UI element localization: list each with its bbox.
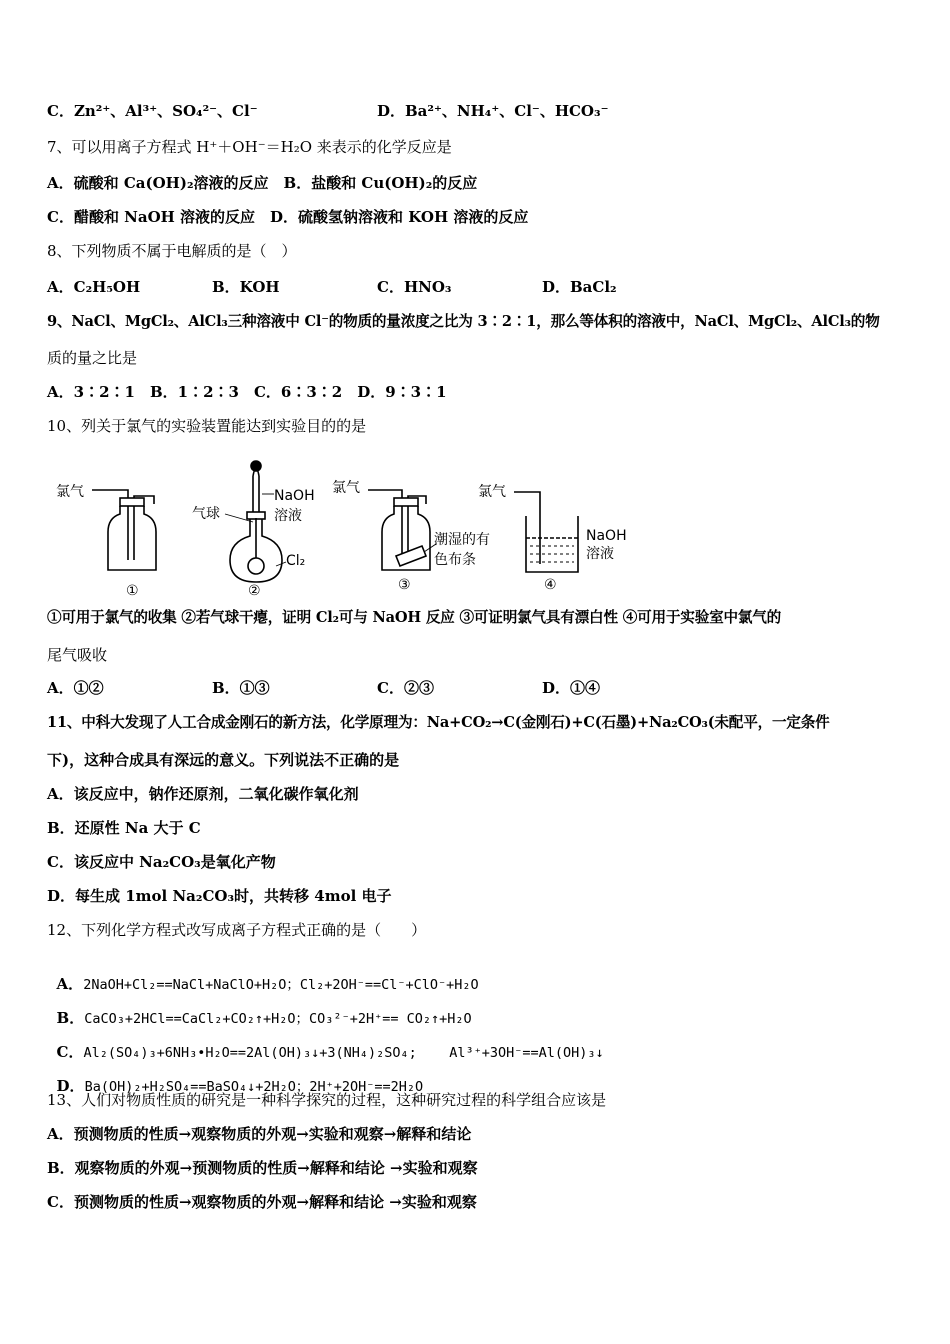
chlorine-apparatus-figure — [50, 452, 650, 602]
q7-options-cd: C．醋酸和 NaOH 溶液的反应 D．硫酸氢钠溶液和 KOH 溶液的反应 — [47, 208, 529, 226]
q13-stem: 13、人们对物质性质的研究是一种科学探究的过程，这种研究过程的科学组合应该是 — [47, 1091, 607, 1109]
q13-option-c: C．预测物质的性质→观察物质的外观→解释和结论 →实验和观察 — [47, 1193, 477, 1211]
q11-option-d: D．每生成 1mol Na₂CO₃时，共转移 4mol 电子 — [47, 887, 392, 905]
q10-option-b: B．①③ — [212, 679, 270, 697]
q12-option-b-label: B． — [56, 1009, 85, 1027]
q12-option-a-text: 2NaOH+Cl₂==NaCl+NaClO+H₂O；Cl₂+2OH⁻==Cl⁻+ClO⁻+H₂O — [83, 977, 479, 993]
apparatus-1-number: ① — [126, 583, 139, 599]
apparatus-3-cloth-label-1: 潮湿的有 — [434, 532, 490, 548]
q8-stem: 8、下列物质不属于电解质的是（ ） — [47, 242, 297, 260]
apparatus-4-tube — [514, 492, 540, 564]
q11-option-b: B．还原性 Na 大于 C — [47, 819, 201, 837]
q13-option-a: A．预测物质的性质→观察物质的外观→实验和观察→解释和结论 — [47, 1125, 472, 1143]
q11-stem-line1: 11、中科大发现了人工合成金刚石的新方法，化学原理为：Na+CO₂→C(金刚石)+C(石墨)+Na₂CO₃(未配平，一定条件 — [47, 714, 830, 731]
q12-option-c-label: C． — [56, 1043, 84, 1061]
apparatus-4-number: ④ — [544, 577, 557, 593]
apparatus-2-stopper — [247, 512, 265, 519]
apparatus-1-stopper — [120, 498, 144, 506]
q10-option-d: D．①④ — [542, 679, 601, 697]
q13-option-b: B．观察物质的外观→预测物质的性质→解释和结论 →实验和观察 — [47, 1159, 478, 1177]
apparatus-2-cl2-label: Cl₂ — [286, 553, 306, 569]
apparatus-3-cloth-label-2: 色布条 — [434, 552, 476, 568]
apparatus-4-naoh-label: NaOH — [586, 528, 627, 544]
q12-option-a-label: A． — [56, 975, 84, 993]
q12-option-c-text: Al₂(SO₄)₃+6NH₃•H₂O==2Al(OH)₃↓+3(NH₄)₂SO₄; Al³⁺+3OH⁻==Al(OH)₃↓ — [83, 1045, 604, 1061]
apparatus-2-balloon-label: 气球 — [192, 506, 220, 522]
q8-option-d: D．BaCl₂ — [542, 278, 617, 296]
q11-option-c: C．该反应中 Na₂CO₃是氧化产物 — [47, 853, 276, 871]
q12-option-d-label: D． — [56, 1077, 85, 1095]
q8-option-c: C．HNO₃ — [377, 278, 452, 296]
q9-stem-line2: 质的量之比是 — [47, 349, 138, 367]
q11-option-a: A．该反应中，钠作还原剂，二氧化碳作氧化剂 — [47, 785, 359, 803]
apparatus-4-chlorine-label: 氯气 — [478, 484, 506, 500]
q10-description-line1: ①可用于氯气的收集 ②若气球干瘪，证明 Cl₂可与 NaOH 反应 ③可证明氯气具有漂白性 ④可用于实验室中氯气的 — [47, 609, 782, 626]
apparatus-2-dropper — [253, 468, 259, 512]
q7-options-ab: A．硫酸和 Ca(OH)₂溶液的反应 B．盐酸和 Cu(OH)₂的反应 — [47, 174, 478, 192]
apparatus-3-chlorine-label: 氯气 — [332, 480, 360, 496]
q8-option-b: B．KOH — [212, 278, 280, 296]
apparatus-4-solution-label: 溶液 — [586, 546, 614, 562]
q10-option-a: A．①② — [47, 679, 104, 697]
apparatus-2-dropper-bulb — [251, 461, 261, 471]
apparatus-4-beaker — [526, 516, 578, 572]
q12-stem: 12、下列化学方程式改写成离子方程式正确的是（ ） — [47, 921, 427, 939]
q6-option-c: C．Zn²⁺、Al³⁺、SO₄²⁻、Cl⁻ — [47, 102, 258, 120]
apparatus-3-number: ③ — [398, 577, 411, 593]
q12-option-d-text: Ba(OH)₂+H₂SO₄==BaSO₄↓+2H₂O；2H⁺+2OH⁻==2H₂O — [84, 1079, 424, 1095]
apparatus-3-cloth — [396, 546, 426, 566]
apparatus-2-naoh-label: NaOH — [274, 488, 315, 504]
q10-stem: 10、列关于氯气的实验装置能达到实验目的的是 — [47, 417, 367, 435]
apparatus-1-bottle — [108, 506, 156, 570]
q10-option-c: C．②③ — [377, 679, 434, 697]
q9-options: A．3∶2∶1 B．1∶2∶3 C．6∶3∶2 D．9∶3∶1 — [47, 383, 447, 401]
apparatus-2-number: ② — [248, 583, 261, 599]
q10-description-line2: 尾气吸收 — [47, 646, 108, 664]
apparatus-2-balloon — [248, 558, 264, 574]
q12-option-b-text: CaCO₃+2HCl==CaCl₂+CO₂↑+H₂O；CO₃²⁻+2H⁺== CO₂↑+H₂O — [84, 1011, 472, 1027]
q8-option-a: A．C₂H₅OH — [47, 278, 141, 296]
apparatus-4-liquid-hatch — [530, 546, 574, 562]
q11-stem-line2: 下)，这种合成具有深远的意义。下列说法不正确的是 — [47, 751, 400, 769]
q7-stem: 7、可以用离子方程式 H⁺＋OH⁻＝H₂O 来表示的化学反应是 — [47, 138, 452, 156]
q6-option-d: D．Ba²⁺、NH₄⁺、Cl⁻、HCO₃⁻ — [377, 102, 609, 120]
apparatus-3-stopper — [394, 498, 418, 506]
apparatus-2-solution-label: 溶液 — [274, 508, 302, 524]
q9-stem-line1: 9、NaCl、MgCl₂、AlCl₃三种溶液中 Cl⁻的物质的量浓度之比为 3∶2∶1，那么等体积的溶液中，NaCl、MgCl₂、AlCl₃的物 — [47, 313, 880, 330]
apparatus-1-chlorine-label: 氯气 — [56, 484, 84, 500]
